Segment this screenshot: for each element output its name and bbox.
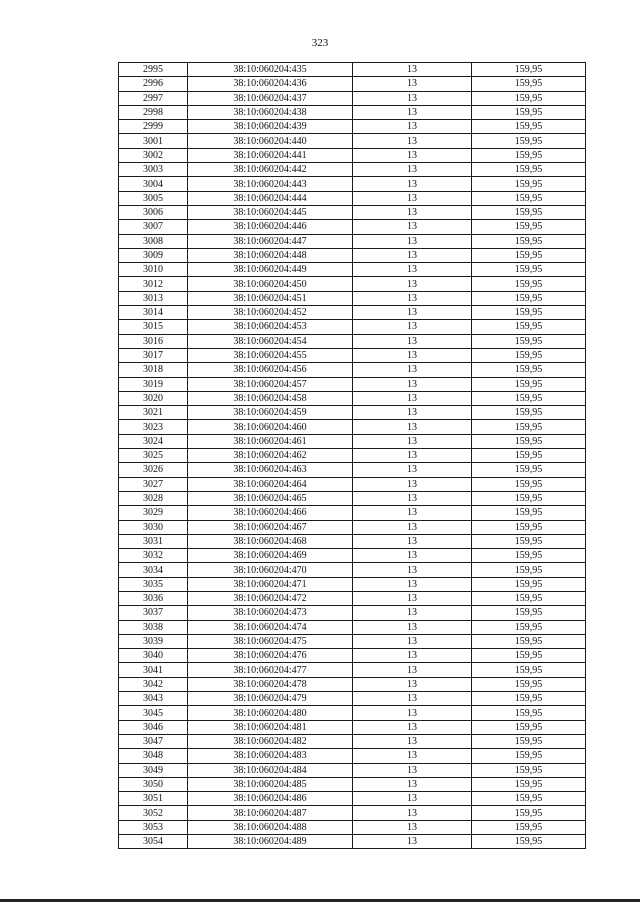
table-row <box>119 420 586 434</box>
row-number-cell: 3001 <box>119 134 188 148</box>
value-cell: 159,95 <box>472 806 586 820</box>
table-row <box>119 377 586 391</box>
table-row <box>119 291 586 305</box>
cadastral-number-cell: 38:10:060204:467 <box>188 520 353 534</box>
cadastral-number-cell: 38:10:060204:445 <box>188 205 353 219</box>
table-row <box>119 806 586 820</box>
table-row <box>119 463 586 477</box>
quantity-cell: 13 <box>353 520 472 534</box>
value-cell: 159,95 <box>472 77 586 91</box>
table-row <box>119 477 586 491</box>
quantity-cell: 13 <box>353 348 472 362</box>
quantity-cell: 13 <box>353 263 472 277</box>
value-cell: 159,95 <box>472 191 586 205</box>
quantity-cell: 13 <box>353 720 472 734</box>
cadastral-number-cell: 38:10:060204:469 <box>188 549 353 563</box>
row-number-cell: 3023 <box>119 420 188 434</box>
row-number-cell: 3039 <box>119 634 188 648</box>
value-cell: 159,95 <box>472 620 586 634</box>
table-row <box>119 534 586 548</box>
quantity-cell: 13 <box>353 306 472 320</box>
quantity-cell: 13 <box>353 692 472 706</box>
table-row <box>119 720 586 734</box>
table-row <box>119 820 586 834</box>
cadastral-number-cell: 38:10:060204:478 <box>188 677 353 691</box>
table-row <box>119 606 586 620</box>
value-cell: 159,95 <box>472 706 586 720</box>
quantity-cell: 13 <box>353 449 472 463</box>
quantity-cell: 13 <box>353 434 472 448</box>
table-row <box>119 706 586 720</box>
table-row <box>119 491 586 505</box>
table-row <box>119 177 586 191</box>
table-row <box>119 105 586 119</box>
cadastral-number-cell: 38:10:060204:458 <box>188 391 353 405</box>
row-number-cell: 3024 <box>119 434 188 448</box>
row-number-cell: 2997 <box>119 91 188 105</box>
value-cell: 159,95 <box>472 163 586 177</box>
row-number-cell: 3049 <box>119 763 188 777</box>
quantity-cell: 13 <box>353 763 472 777</box>
cadastral-number-cell: 38:10:060204:479 <box>188 692 353 706</box>
value-cell: 159,95 <box>472 348 586 362</box>
cadastral-number-cell: 38:10:060204:487 <box>188 806 353 820</box>
cadastral-number-cell: 38:10:060204:449 <box>188 263 353 277</box>
value-cell: 159,95 <box>472 663 586 677</box>
value-cell: 159,95 <box>472 606 586 620</box>
cadastral-number-cell: 38:10:060204:451 <box>188 291 353 305</box>
quantity-cell: 13 <box>353 134 472 148</box>
row-number-cell: 2996 <box>119 77 188 91</box>
table-row <box>119 406 586 420</box>
row-number-cell: 3036 <box>119 591 188 605</box>
row-number-cell: 3048 <box>119 749 188 763</box>
row-number-cell: 3018 <box>119 363 188 377</box>
table-row <box>119 77 586 91</box>
table-row <box>119 234 586 248</box>
cadastral-number-cell: 38:10:060204:461 <box>188 434 353 448</box>
cadastral-number-cell: 38:10:060204:435 <box>188 63 353 77</box>
row-number-cell: 3007 <box>119 220 188 234</box>
quantity-cell: 13 <box>353 248 472 262</box>
quantity-cell: 13 <box>353 606 472 620</box>
table-row <box>119 649 586 663</box>
value-cell: 159,95 <box>472 234 586 248</box>
row-number-cell: 3053 <box>119 820 188 834</box>
quantity-cell: 13 <box>353 148 472 162</box>
value-cell: 159,95 <box>472 434 586 448</box>
table-row <box>119 320 586 334</box>
table-row <box>119 749 586 763</box>
table-row <box>119 134 586 148</box>
quantity-cell: 13 <box>353 220 472 234</box>
table-row <box>119 634 586 648</box>
cadastral-number-cell: 38:10:060204:480 <box>188 706 353 720</box>
quantity-cell: 13 <box>353 649 472 663</box>
cadastral-number-cell: 38:10:060204:489 <box>188 835 353 849</box>
cadastral-number-cell: 38:10:060204:475 <box>188 634 353 648</box>
value-cell: 159,95 <box>472 463 586 477</box>
table-row <box>119 777 586 791</box>
cadastral-number-cell: 38:10:060204:452 <box>188 306 353 320</box>
row-number-cell: 3004 <box>119 177 188 191</box>
quantity-cell: 13 <box>353 205 472 219</box>
value-cell: 159,95 <box>472 420 586 434</box>
row-number-cell: 3029 <box>119 506 188 520</box>
table-row <box>119 549 586 563</box>
quantity-cell: 13 <box>353 363 472 377</box>
table-row <box>119 663 586 677</box>
quantity-cell: 13 <box>353 792 472 806</box>
row-number-cell: 3032 <box>119 549 188 563</box>
value-cell: 159,95 <box>472 763 586 777</box>
value-cell: 159,95 <box>472 320 586 334</box>
quantity-cell: 13 <box>353 777 472 791</box>
quantity-cell: 13 <box>353 420 472 434</box>
page-number: 323 <box>311 37 329 49</box>
value-cell: 159,95 <box>472 391 586 405</box>
cadastral-number-cell: 38:10:060204:484 <box>188 763 353 777</box>
quantity-cell: 13 <box>353 634 472 648</box>
cadastral-number-cell: 38:10:060204:455 <box>188 348 353 362</box>
row-number-cell: 3034 <box>119 563 188 577</box>
value-cell: 159,95 <box>472 777 586 791</box>
quantity-cell: 13 <box>353 377 472 391</box>
value-cell: 159,95 <box>472 749 586 763</box>
cadastral-number-cell: 38:10:060204:456 <box>188 363 353 377</box>
quantity-cell: 13 <box>353 463 472 477</box>
table-row <box>119 63 586 77</box>
row-number-cell: 3035 <box>119 577 188 591</box>
value-cell: 159,95 <box>472 591 586 605</box>
cadastral-number-cell: 38:10:060204:463 <box>188 463 353 477</box>
quantity-cell: 13 <box>353 563 472 577</box>
cadastral-number-cell: 38:10:060204:488 <box>188 820 353 834</box>
row-number-cell: 3014 <box>119 306 188 320</box>
value-cell: 159,95 <box>472 177 586 191</box>
table-row <box>119 220 586 234</box>
value-cell: 159,95 <box>472 134 586 148</box>
table-row <box>119 449 586 463</box>
value-cell: 159,95 <box>472 734 586 748</box>
quantity-cell: 13 <box>353 191 472 205</box>
value-cell: 159,95 <box>472 291 586 305</box>
quantity-cell: 13 <box>353 234 472 248</box>
row-number-cell: 3012 <box>119 277 188 291</box>
table-row <box>119 120 586 134</box>
row-number-cell: 3013 <box>119 291 188 305</box>
row-number-cell: 3027 <box>119 477 188 491</box>
cadastral-number-cell: 38:10:060204:483 <box>188 749 353 763</box>
row-number-cell: 3030 <box>119 520 188 534</box>
value-cell: 159,95 <box>472 835 586 849</box>
value-cell: 159,95 <box>472 105 586 119</box>
quantity-cell: 13 <box>353 291 472 305</box>
quantity-cell: 13 <box>353 534 472 548</box>
table-row <box>119 391 586 405</box>
cadastral-number-cell: 38:10:060204:485 <box>188 777 353 791</box>
cadastral-number-cell: 38:10:060204:472 <box>188 591 353 605</box>
row-number-cell: 3054 <box>119 835 188 849</box>
value-cell: 159,95 <box>472 506 586 520</box>
quantity-cell: 13 <box>353 577 472 591</box>
row-number-cell: 3041 <box>119 663 188 677</box>
table-row <box>119 263 586 277</box>
cadastral-number-cell: 38:10:060204:465 <box>188 491 353 505</box>
value-cell: 159,95 <box>472 677 586 691</box>
row-number-cell: 3008 <box>119 234 188 248</box>
value-cell: 159,95 <box>472 306 586 320</box>
row-number-cell: 3050 <box>119 777 188 791</box>
row-number-cell: 3010 <box>119 263 188 277</box>
row-number-cell: 2998 <box>119 105 188 119</box>
value-cell: 159,95 <box>472 263 586 277</box>
row-number-cell: 3005 <box>119 191 188 205</box>
cadastral-number-cell: 38:10:060204:474 <box>188 620 353 634</box>
table-row <box>119 734 586 748</box>
value-cell: 159,95 <box>472 363 586 377</box>
table-row <box>119 191 586 205</box>
value-cell: 159,95 <box>472 491 586 505</box>
value-cell: 159,95 <box>472 563 586 577</box>
value-cell: 159,95 <box>472 377 586 391</box>
row-number-cell: 3002 <box>119 148 188 162</box>
cadastral-number-cell: 38:10:060204:468 <box>188 534 353 548</box>
table-row <box>119 248 586 262</box>
cadastral-number-cell: 38:10:060204:447 <box>188 234 353 248</box>
quantity-cell: 13 <box>353 277 472 291</box>
table-row <box>119 363 586 377</box>
row-number-cell: 3047 <box>119 734 188 748</box>
value-cell: 159,95 <box>472 477 586 491</box>
table-row <box>119 277 586 291</box>
quantity-cell: 13 <box>353 91 472 105</box>
value-cell: 159,95 <box>472 63 586 77</box>
cadastral-number-cell: 38:10:060204:482 <box>188 734 353 748</box>
row-number-cell: 2999 <box>119 120 188 134</box>
value-cell: 159,95 <box>472 148 586 162</box>
page-bottom-edge <box>0 899 640 902</box>
quantity-cell: 13 <box>353 163 472 177</box>
cadastral-number-cell: 38:10:060204:476 <box>188 649 353 663</box>
cadastral-number-cell: 38:10:060204:443 <box>188 177 353 191</box>
cadastral-number-cell: 38:10:060204:454 <box>188 334 353 348</box>
table-row <box>119 348 586 362</box>
row-number-cell: 3021 <box>119 406 188 420</box>
row-number-cell: 3025 <box>119 449 188 463</box>
row-number-cell: 3031 <box>119 534 188 548</box>
cadastral-number-cell: 38:10:060204:477 <box>188 663 353 677</box>
row-number-cell: 3040 <box>119 649 188 663</box>
value-cell: 159,95 <box>472 120 586 134</box>
table-row <box>119 792 586 806</box>
table-row <box>119 334 586 348</box>
value-cell: 159,95 <box>472 720 586 734</box>
cadastral-number-cell: 38:10:060204:441 <box>188 148 353 162</box>
parcel-table-body <box>119 63 586 849</box>
table-row <box>119 506 586 520</box>
row-number-cell: 3009 <box>119 248 188 262</box>
row-number-cell: 3051 <box>119 792 188 806</box>
cadastral-number-cell: 38:10:060204:448 <box>188 248 353 262</box>
row-number-cell: 3046 <box>119 720 188 734</box>
cadastral-number-cell: 38:10:060204:457 <box>188 377 353 391</box>
value-cell: 159,95 <box>472 277 586 291</box>
cadastral-number-cell: 38:10:060204:466 <box>188 506 353 520</box>
row-number-cell: 3020 <box>119 391 188 405</box>
quantity-cell: 13 <box>353 620 472 634</box>
row-number-cell: 3003 <box>119 163 188 177</box>
cadastral-number-cell: 38:10:060204:450 <box>188 277 353 291</box>
quantity-cell: 13 <box>353 506 472 520</box>
cadastral-number-cell: 38:10:060204:470 <box>188 563 353 577</box>
row-number-cell: 3037 <box>119 606 188 620</box>
table-row <box>119 434 586 448</box>
quantity-cell: 13 <box>353 334 472 348</box>
value-cell: 159,95 <box>472 91 586 105</box>
quantity-cell: 13 <box>353 706 472 720</box>
table-row <box>119 563 586 577</box>
cadastral-number-cell: 38:10:060204:442 <box>188 163 353 177</box>
quantity-cell: 13 <box>353 391 472 405</box>
table-row <box>119 205 586 219</box>
row-number-cell: 3042 <box>119 677 188 691</box>
row-number-cell: 3028 <box>119 491 188 505</box>
parcel-table <box>118 62 586 849</box>
value-cell: 159,95 <box>472 649 586 663</box>
quantity-cell: 13 <box>353 477 472 491</box>
cadastral-number-cell: 38:10:060204:481 <box>188 720 353 734</box>
quantity-cell: 13 <box>353 749 472 763</box>
quantity-cell: 13 <box>353 820 472 834</box>
table-row <box>119 763 586 777</box>
value-cell: 159,95 <box>472 334 586 348</box>
cadastral-number-cell: 38:10:060204:460 <box>188 420 353 434</box>
quantity-cell: 13 <box>353 835 472 849</box>
quantity-cell: 13 <box>353 320 472 334</box>
cadastral-number-cell: 38:10:060204:439 <box>188 120 353 134</box>
quantity-cell: 13 <box>353 677 472 691</box>
cadastral-number-cell: 38:10:060204:437 <box>188 91 353 105</box>
table-row <box>119 677 586 691</box>
value-cell: 159,95 <box>472 449 586 463</box>
cadastral-number-cell: 38:10:060204:471 <box>188 577 353 591</box>
quantity-cell: 13 <box>353 549 472 563</box>
table-row <box>119 835 586 849</box>
row-number-cell: 3017 <box>119 348 188 362</box>
table-row <box>119 91 586 105</box>
cadastral-number-cell: 38:10:060204:464 <box>188 477 353 491</box>
table-row <box>119 148 586 162</box>
table-row <box>119 520 586 534</box>
table-row <box>119 692 586 706</box>
quantity-cell: 13 <box>353 177 472 191</box>
quantity-cell: 13 <box>353 77 472 91</box>
quantity-cell: 13 <box>353 63 472 77</box>
value-cell: 159,95 <box>472 248 586 262</box>
value-cell: 159,95 <box>472 634 586 648</box>
quantity-cell: 13 <box>353 591 472 605</box>
cadastral-number-cell: 38:10:060204:440 <box>188 134 353 148</box>
value-cell: 159,95 <box>472 534 586 548</box>
row-number-cell: 3016 <box>119 334 188 348</box>
cadastral-number-cell: 38:10:060204:438 <box>188 105 353 119</box>
row-number-cell: 3038 <box>119 620 188 634</box>
quantity-cell: 13 <box>353 806 472 820</box>
table-row <box>119 591 586 605</box>
cadastral-number-cell: 38:10:060204:446 <box>188 220 353 234</box>
value-cell: 159,95 <box>472 692 586 706</box>
cadastral-number-cell: 38:10:060204:473 <box>188 606 353 620</box>
table-row <box>119 577 586 591</box>
value-cell: 159,95 <box>472 220 586 234</box>
row-number-cell: 3006 <box>119 205 188 219</box>
row-number-cell: 3043 <box>119 692 188 706</box>
row-number-cell: 2995 <box>119 63 188 77</box>
row-number-cell: 3019 <box>119 377 188 391</box>
cadastral-number-cell: 38:10:060204:462 <box>188 449 353 463</box>
row-number-cell: 3015 <box>119 320 188 334</box>
quantity-cell: 13 <box>353 120 472 134</box>
value-cell: 159,95 <box>472 792 586 806</box>
value-cell: 159,95 <box>472 520 586 534</box>
table-row <box>119 620 586 634</box>
value-cell: 159,95 <box>472 820 586 834</box>
quantity-cell: 13 <box>353 406 472 420</box>
table-row <box>119 163 586 177</box>
cadastral-number-cell: 38:10:060204:444 <box>188 191 353 205</box>
cadastral-number-cell: 38:10:060204:459 <box>188 406 353 420</box>
value-cell: 159,95 <box>472 549 586 563</box>
table-row <box>119 306 586 320</box>
quantity-cell: 13 <box>353 663 472 677</box>
quantity-cell: 13 <box>353 105 472 119</box>
quantity-cell: 13 <box>353 491 472 505</box>
row-number-cell: 3052 <box>119 806 188 820</box>
quantity-cell: 13 <box>353 734 472 748</box>
cadastral-number-cell: 38:10:060204:453 <box>188 320 353 334</box>
row-number-cell: 3045 <box>119 706 188 720</box>
cadastral-number-cell: 38:10:060204:486 <box>188 792 353 806</box>
value-cell: 159,95 <box>472 205 586 219</box>
cadastral-number-cell: 38:10:060204:436 <box>188 77 353 91</box>
value-cell: 159,95 <box>472 577 586 591</box>
value-cell: 159,95 <box>472 406 586 420</box>
row-number-cell: 3026 <box>119 463 188 477</box>
